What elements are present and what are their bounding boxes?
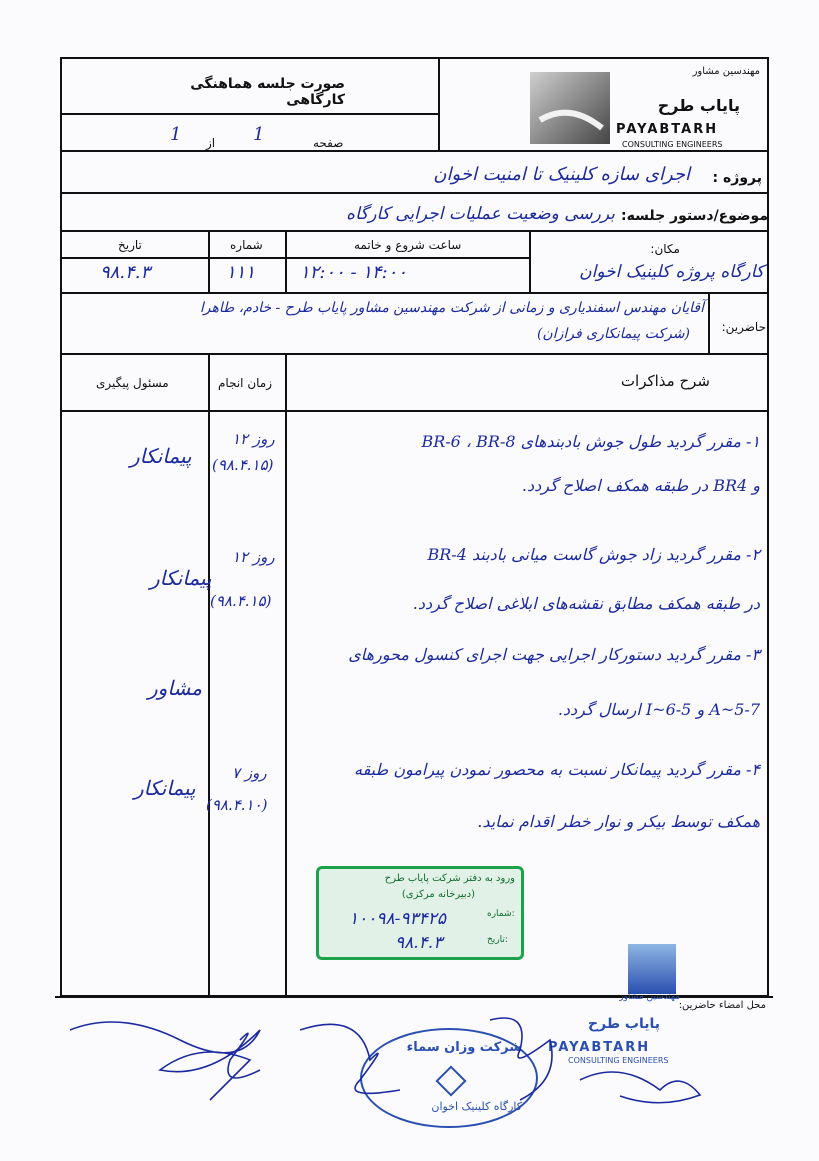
row-resp: مشاور <box>148 676 202 700</box>
col-desc-header: شرح مذاکرات <box>620 372 710 390</box>
row-time-date: (۹۸.۴.۱۰) <box>206 796 268 814</box>
attendees-line1: آقایان مهندس اسفندیاری و زمانی از شرکت مهندسین مشاور پایاب طرح - خادم، طاهرا <box>199 300 704 316</box>
date-label: تاریخ <box>118 238 142 252</box>
number-label: شماره <box>230 238 263 252</box>
company-stamp-en: PAYABTARH <box>548 1040 651 1055</box>
project-value: اجرای سازه کلینیک تا امنیت اخوان <box>433 164 690 185</box>
registration-stamp <box>316 866 524 960</box>
page-total: 1 <box>170 124 182 145</box>
page-label: صفحه <box>313 136 344 150</box>
location-label: مکان: <box>650 242 680 256</box>
stamp-line2: (دبیرخانه مرکزی) <box>401 889 475 900</box>
location-value: کارگاه پروژه کلینیک اخوان <box>579 262 764 282</box>
row-time: ۷ روز <box>232 764 267 782</box>
stamp-number-label: شماره: <box>487 909 515 919</box>
row-time-date: (۹۸.۴.۱۵) <box>210 592 272 610</box>
agenda-value: بررسی وضعیت عملیات اجرایی کارگاه <box>346 204 615 224</box>
row-desc: در طبقه همکف مطابق نقشه‌های ابلاغی اصلاح گردد. <box>412 594 760 613</box>
company-prefix: مهندسین مشاور <box>692 66 760 77</box>
agenda-label: موضوع/دستور جلسه: <box>621 208 768 224</box>
form-frame <box>60 57 769 997</box>
company-stamp-prefix: مهندسین مشاور <box>619 992 680 1002</box>
of-label: از <box>206 136 216 150</box>
number-value: ۱۱۱ <box>226 262 256 283</box>
row-resp: پیمانکار <box>130 444 192 468</box>
row-time: ۱۲ روز <box>232 430 275 448</box>
stamp-number-value: ۱۰۰۹۸-۹۳۴۲۵ <box>349 909 447 929</box>
company-name-en: PAYABTARH <box>616 122 719 137</box>
attendees-line2: (شرکت پیمانکاری فرازان) <box>536 326 690 342</box>
time-value: ۱۲:۰۰ - ۱۴:۰۰ <box>300 262 407 283</box>
signatures-label: محل امضاء حاضرین: <box>678 1000 766 1011</box>
form-title: صورت جلسه هماهنگی کارگاهی <box>190 76 345 108</box>
company-stamp-en-sub: CONSULTING ENGINEERS <box>568 1056 669 1065</box>
logo-mark-icon <box>530 72 610 144</box>
row-desc: و BR4 در طبقه همکف اصلاح گردد. <box>521 476 760 495</box>
company-stamp-logo <box>628 944 676 994</box>
stamp-date-value: ۹۸.۴.۳ <box>395 933 443 953</box>
row-desc: همکف توسط بیکر و نوار خطر اقدام نماید. <box>477 812 760 831</box>
stamp-date-label: تاریخ: <box>487 935 508 945</box>
row-resp: پیمانکار <box>134 776 196 800</box>
col-time-header: زمان انجام <box>218 376 273 390</box>
project-label: پروژه : <box>712 170 762 186</box>
row-desc: 5-7~A و 5-6~I ارسال گردد. <box>557 700 760 719</box>
row-desc: ۲- مقرر گردید زاد جوش گاست میانی بادبند BR-4 <box>427 545 760 564</box>
row-resp: پیمانکار <box>150 566 212 590</box>
time-label: ساعت شروع و خاتمه <box>354 238 462 252</box>
oval-stamp-top: شرکت وزان سماء <box>406 1040 522 1055</box>
row-desc: ۱- مقرر گردید طول جوش بادبندهای BR-6 ، BR-8 <box>421 432 760 451</box>
oval-stamp-bottom: کارگاه کلینیک اخوان <box>431 1100 522 1113</box>
attendees-label: حاضرین: <box>721 320 766 334</box>
page-number: 1 <box>253 124 265 145</box>
stamp-line1: ورود به دفتر شرکت پایاب طرح <box>384 873 515 884</box>
row-desc: ۴- مقرر گردید پیمانکار نسبت به محصور نمودن پیرامون طبقه <box>354 760 760 779</box>
row-time-date: (۹۸.۴.۱۵) <box>212 456 274 474</box>
row-desc: ۳- مقرر گردید دستورکار اجرایی جهت اجرای کنسول محورهای <box>348 645 760 664</box>
company-name-en-sub: CONSULTING ENGINEERS <box>622 140 723 149</box>
date-value: ۹۸.۴.۳ <box>100 262 151 283</box>
col-resp-header: مسئول پیگیری <box>96 376 169 390</box>
row-time: ۱۲ روز <box>232 548 275 566</box>
company-stamp-fa: پایاب طرح <box>588 1016 660 1032</box>
signatures-icon <box>60 1000 760 1150</box>
company-name-fa: پایاب طرح <box>657 96 740 115</box>
